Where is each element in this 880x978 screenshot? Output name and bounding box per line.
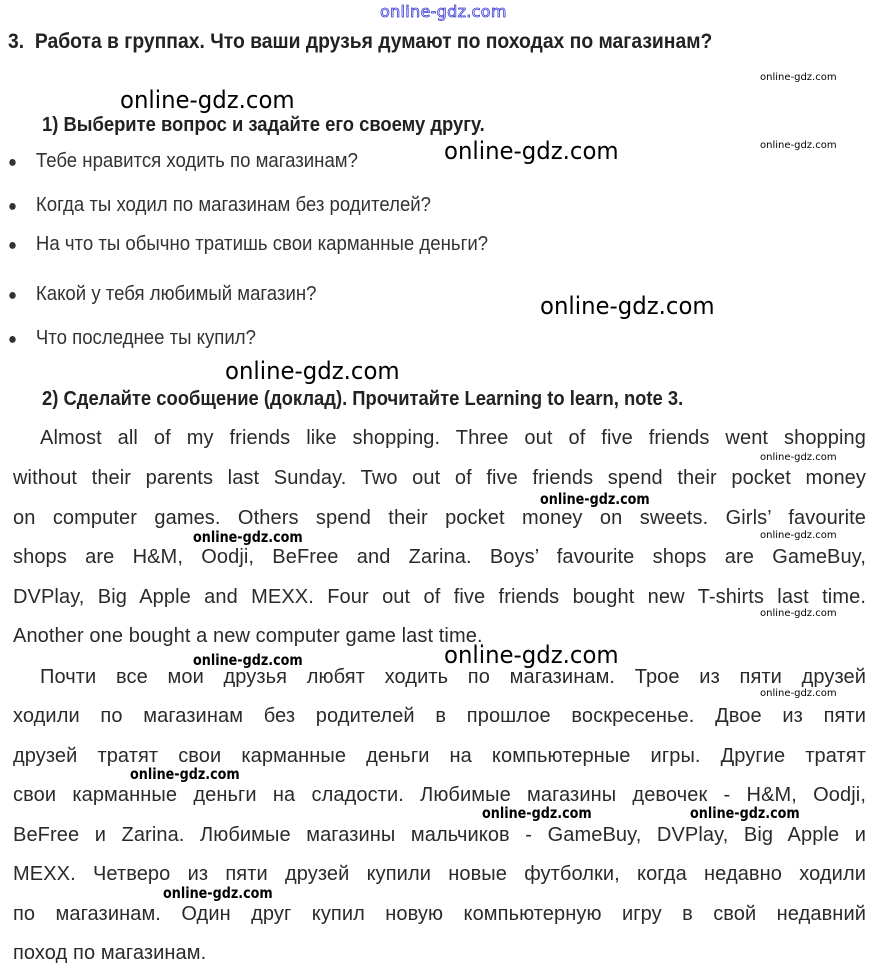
bullet-icon: ● (8, 154, 17, 171)
exercise-title (8, 30, 712, 54)
watermark: online-gdz.com (540, 490, 650, 508)
watermark: online-gdz.com (193, 528, 303, 546)
text-line: поход по магазинам. (13, 942, 207, 964)
watermark: online-gdz.com (163, 884, 273, 902)
watermark: online-gdz.com (690, 804, 800, 822)
watermark: online-gdz.com (120, 86, 295, 114)
text-line: shops are H&M, Oodji, BeFree and Zarina. Boys’ favourite shops are GameBuy, (13, 546, 866, 568)
text-line: DVPlay, Big Apple and MEXX. Four out of five friends bought new T-shirts last time. (13, 586, 866, 608)
question-item (8, 233, 488, 256)
text-line: свои карманные деньги на сладости. Любимые магазины девочек - H&M, Oodji, (13, 784, 866, 806)
watermark: online-gdz.com (760, 452, 837, 463)
question-item (8, 194, 431, 217)
question-text: Какой у тебя любимый магазин? (35, 283, 317, 305)
watermark: online-gdz.com (225, 357, 400, 385)
text-line: ходили по магазинам без родителей в прошлое воскресенье. Двое из пяти (13, 705, 866, 727)
bullet-icon: ● (8, 237, 17, 254)
text-line: друзей тратят свои карманные деньги на компьютерные игры. Другие тратят (13, 745, 866, 767)
watermark: online-gdz.com (760, 688, 837, 699)
watermark: online-gdz.com (444, 641, 619, 669)
watermark: online-gdz.com (482, 804, 592, 822)
bullet-icon: ● (8, 331, 17, 348)
question-item (8, 327, 256, 350)
watermark: online-gdz.com (760, 140, 837, 151)
watermark: online-gdz.com (540, 292, 715, 320)
text-line: without their parents last Sunday. Two out of five friends spend their pocket money (13, 467, 866, 489)
question-text: Когда ты ходил по магазинам без родителей? (35, 194, 432, 216)
watermark: online-gdz.com (444, 137, 619, 165)
question-text: Что последнее ты купил? (35, 327, 256, 349)
question-text: Тебе нравится ходить по магазинам? (35, 150, 358, 172)
exercise-title-text: Работа в группах. Что ваши друзья думают по походах по магазинам? (34, 30, 713, 53)
question-item (8, 283, 316, 306)
exercise-number: 3. (8, 30, 25, 53)
watermark: online-gdz.com (130, 765, 240, 783)
text-line: MEXX. Четверо из пяти друзей купили новые футболки, когда недавно ходили (13, 863, 866, 885)
question-item (8, 150, 358, 173)
watermark-top: online-gdz.com (380, 2, 507, 21)
text-line: BeFree и Zarina. Любимые магазины мальчиков - GameBuy, DVPlay, Big Apple и (13, 824, 866, 846)
task-2-heading: 2) Сделайте сообщение (доклад). Прочитайте Learning to learn, note 3. (42, 388, 684, 410)
task-1-heading: 1) Выберите вопрос и задайте его своему другу. (42, 114, 485, 136)
watermark: online-gdz.com (760, 72, 837, 83)
text-line: on computer games. Others spend their pocket money on sweets. Girls’ favourite (13, 507, 866, 529)
question-text: На что ты обычно тратишь свои карманные деньги? (35, 233, 489, 255)
text-line: Almost all of my friends like shopping. Three out of five friends went shopping (40, 427, 866, 449)
text-line: Another one bought a new computer game last time. (13, 625, 483, 647)
watermark: online-gdz.com (193, 651, 303, 669)
bullet-icon: ● (8, 198, 17, 215)
text-line: Почти все мои друзья любят ходить по магазинам. Трое из пяти друзей (40, 666, 866, 688)
watermark: online-gdz.com (760, 530, 837, 541)
text-line: по магазинам. Один друг купил новую компьютерную игру в свой недавний (13, 903, 866, 925)
watermark: online-gdz.com (760, 608, 837, 619)
bullet-icon: ● (8, 287, 17, 304)
